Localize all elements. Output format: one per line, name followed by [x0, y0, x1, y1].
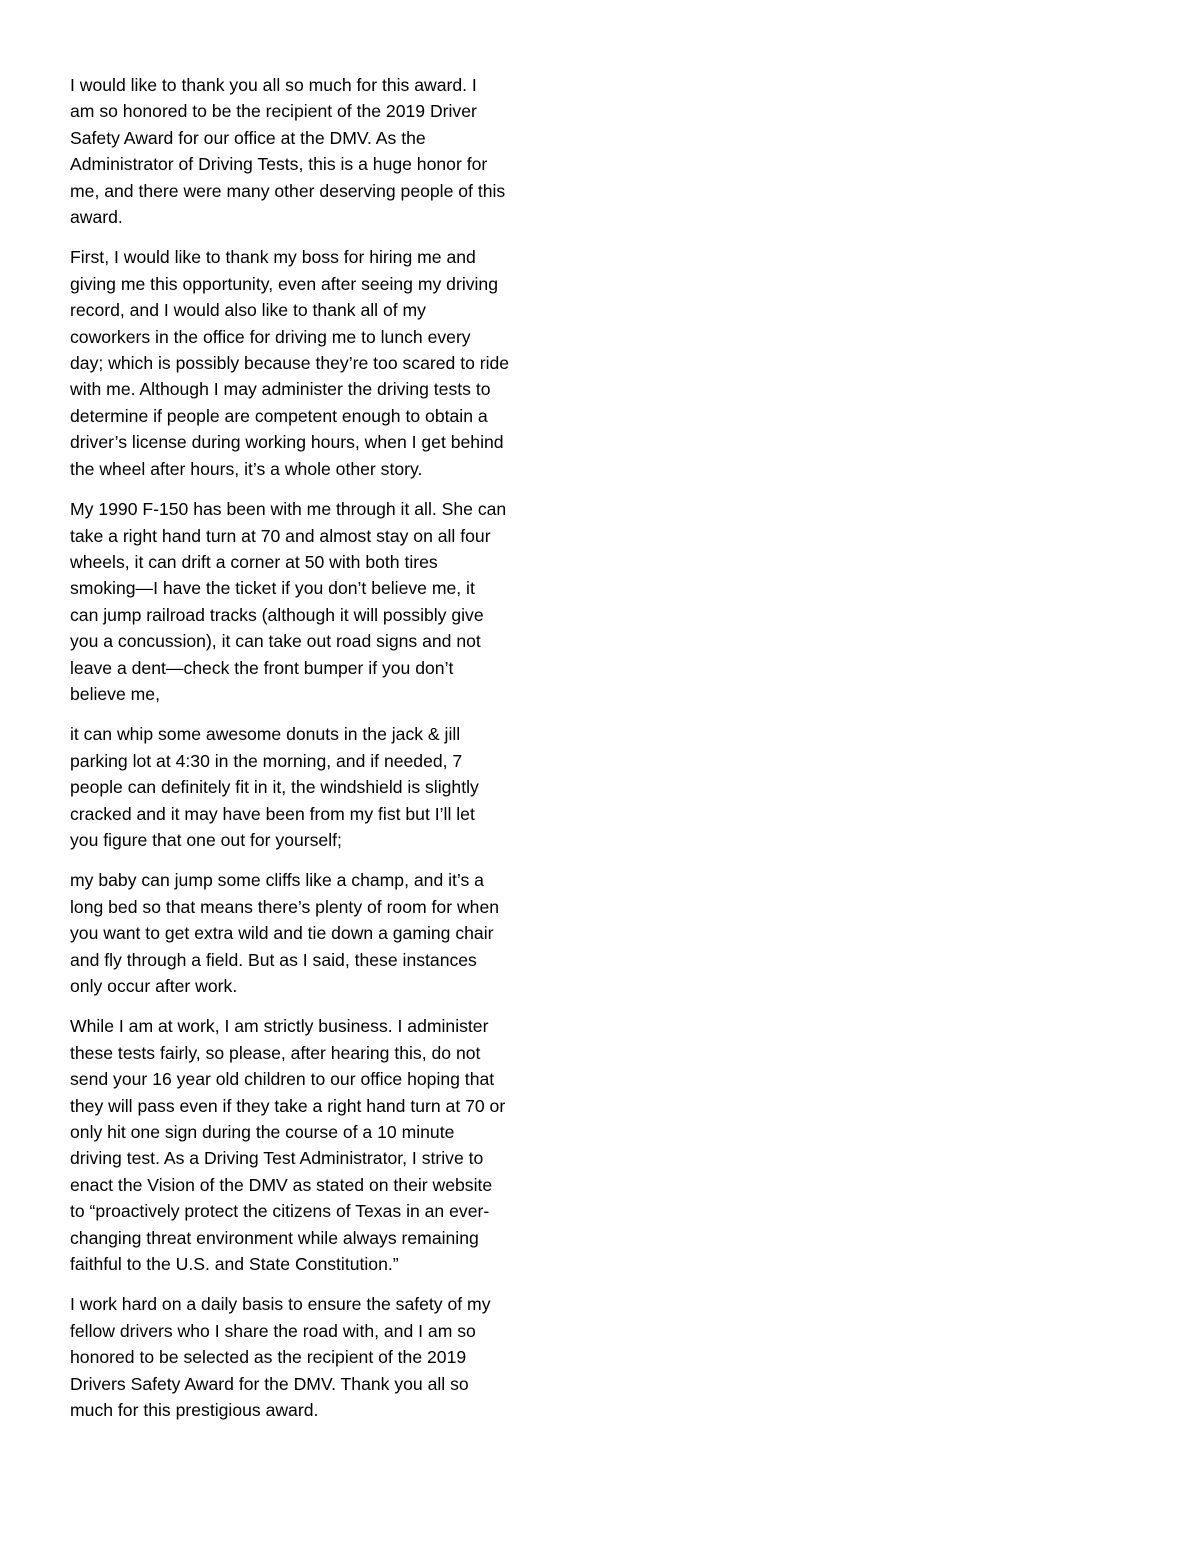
text-line: leave a dent—check the front bumper if you don’t	[70, 657, 454, 678]
text-line: smoking—I have the ticket if you don’t believe me, it	[70, 578, 475, 599]
text-line: enact the Vision of the DMV as stated on their website	[70, 1174, 493, 1195]
text-line: parking lot at 4:30 in the morning, and if needed, 7	[70, 750, 463, 771]
text-line: I would like to thank you all so much for this award. I	[70, 75, 477, 95]
text-line: believe me,	[70, 683, 160, 704]
paragraph-boss-coworkers	[70, 244, 568, 482]
text-line: only occur after work.	[70, 976, 238, 996]
text-line: Administrator of Driving Tests, this is a huge honor for	[70, 154, 488, 175]
text-line: day; which is possibly because they’re too scared to ride	[70, 353, 510, 374]
text-line: can jump railroad tracks (although it will possibly give	[70, 604, 484, 625]
text-line: My 1990 F-150 has been with me through it all. She can	[70, 499, 507, 520]
text-line: While I am at work, I am strictly business. I administer	[70, 1016, 489, 1037]
speech-text	[70, 72, 568, 1438]
text-line: with me. Although I may administer the driving tests to	[70, 379, 491, 400]
text-line: take a right hand turn at 70 and almost stay on all four	[70, 525, 491, 546]
text-line: and fly through a field. But as I said, these instances	[70, 949, 477, 970]
text-line: honored to be selected as the recipient of the 2019	[70, 1347, 467, 1368]
text-line: much for this prestigious award.	[70, 1400, 319, 1421]
text-line: First, I would like to thank my boss for hiring me and	[70, 247, 476, 268]
text-line: me, and there were many other deserving people of this	[70, 180, 506, 201]
paragraph-truck	[70, 496, 568, 707]
text-line: determine if people are competent enough to obtain a	[70, 405, 488, 426]
text-line: only hit one sign during the course of a 10 minute	[70, 1122, 455, 1143]
text-line: these tests fairly, so please, after hearing this, do not	[70, 1042, 481, 1063]
paragraph-closing	[70, 1291, 568, 1423]
text-line: Drivers Safety Award for the DMV. Thank you all so	[70, 1373, 469, 1394]
text-line: record, and I would also like to thank all of my	[70, 300, 426, 321]
text-line: am so honored to be the recipient of the 2019 Driver	[70, 101, 477, 122]
text-line: it can whip some awesome donuts in the jack & jill	[70, 724, 461, 745]
text-line: giving me this opportunity, even after seeing my driving	[70, 273, 499, 294]
text-line: fellow drivers who I share the road with, and I am so	[70, 1320, 476, 1341]
text-line: you want to get extra wild and tie down a gaming chair	[70, 923, 494, 944]
text-line: wheels, it can drift a corner at 50 with both tires	[70, 551, 438, 572]
text-line: driver’s license during working hours, when I get behind	[70, 432, 504, 453]
text-line: long bed so that means there’s plenty of room for when	[70, 896, 500, 917]
text-line: my baby can jump some cliffs like a champ, and it’s a	[70, 870, 484, 891]
text-line: you a concussion), it can take out road signs and not	[70, 631, 481, 652]
text-line: they will pass even if they take a right hand turn at 70 or	[70, 1095, 506, 1116]
text-line: driving test. As a Driving Test Administrator, I strive to	[70, 1148, 484, 1169]
text-line: to “proactively protect the citizens of Texas in an ever-	[70, 1201, 490, 1222]
text-line: cracked and it may have been from my fist but I’ll let	[70, 803, 475, 824]
text-line: coworkers in the office for driving me to lunch every	[70, 326, 471, 347]
text-line: changing threat environment while always remaining	[70, 1227, 479, 1248]
text-line: people can definitely fit in it, the windshield is slightly	[70, 777, 479, 798]
paragraph-thanks-intro	[70, 72, 568, 230]
text-line: Safety Award for our office at the DMV. As the	[70, 127, 426, 148]
text-line: I work hard on a daily basis to ensure the safety of my	[70, 1294, 491, 1315]
text-line: faithful to the U.S. and State Constitution.”	[70, 1254, 399, 1275]
paragraph-cliffs	[70, 867, 568, 999]
text-line: the wheel after hours, it’s a whole other story.	[70, 458, 423, 479]
paragraph-donuts	[70, 721, 568, 853]
text-line: you figure that one out for yourself;	[70, 829, 342, 850]
paragraph-at-work	[70, 1013, 568, 1277]
text-line: send your 16 year old children to our office hoping that	[70, 1069, 495, 1090]
text-line: award.	[70, 207, 123, 228]
